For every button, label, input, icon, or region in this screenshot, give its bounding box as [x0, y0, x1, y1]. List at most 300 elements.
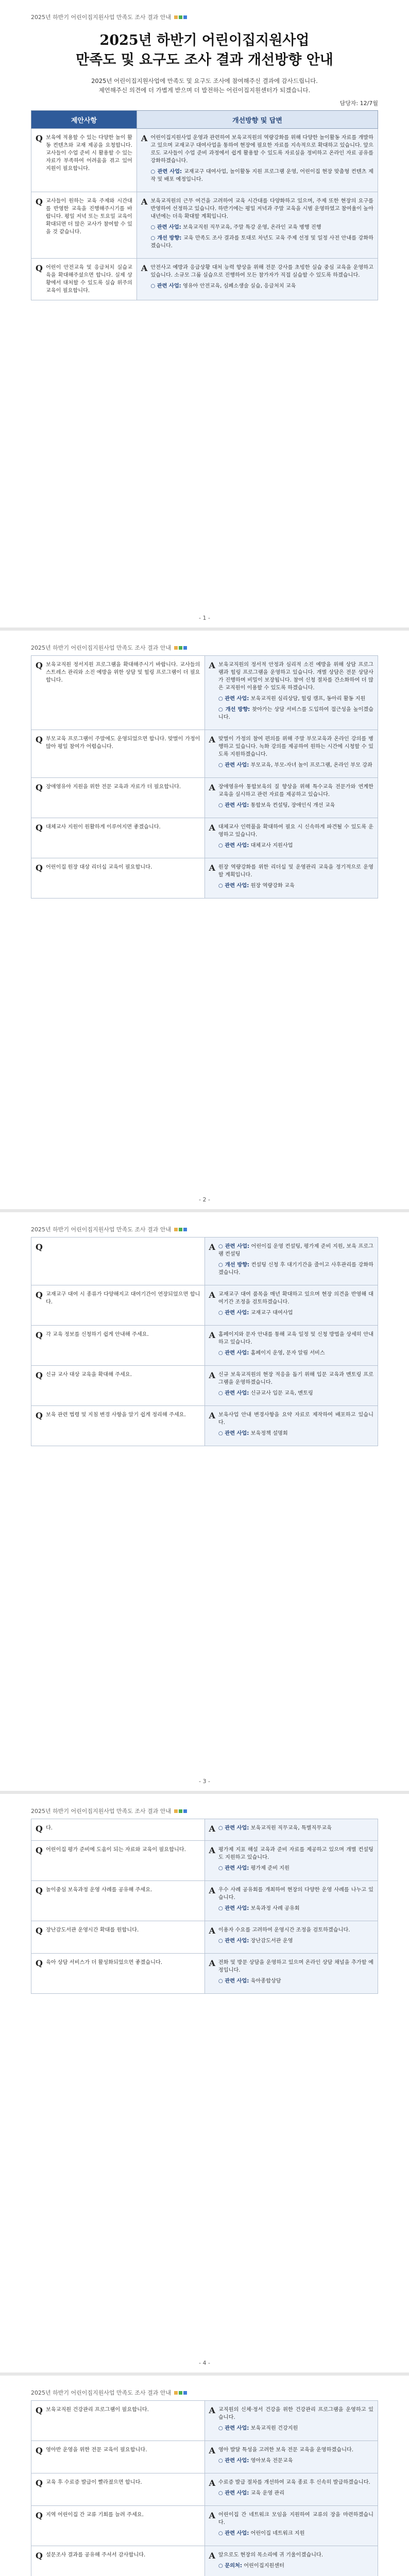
question-text: 교사들이 원하는 교육 주제와 시간대를 반영한 교육을 진행해주시기를 바랍니다. 평일 저녁 또는 토요일 교육이 확대되면 더 많은 교사가 참여할 수 있을 것 같습니다.: [45, 198, 132, 235]
answer-point-lead: ○ 관련 사업:: [218, 696, 249, 702]
answer-point: [218, 761, 373, 769]
question-mark-label: Q: [36, 1330, 43, 1340]
color-dot-icon: [183, 646, 187, 650]
answer-body: [150, 264, 373, 293]
answer-body: [150, 134, 373, 187]
question-cell: [31, 259, 137, 300]
table-row: [31, 818, 378, 858]
intro-text: [31, 76, 378, 95]
answer-mark-label: A: [209, 2478, 215, 2488]
question-text: 장애영유아 지원을 위한 전문 교육과 자료가 더 필요합니다.: [45, 784, 181, 790]
question-mark-label: Q: [36, 133, 43, 143]
answer-body: [218, 2446, 373, 2468]
answer-cell: [204, 1326, 378, 1366]
answer-wrap: [141, 264, 373, 293]
color-dot-icon: [179, 1809, 182, 1813]
question-cell: [31, 730, 205, 778]
answer-point-text: 찾아가는 상담 서비스를 도입하여 접근성을 높이겠습니다.: [218, 707, 373, 720]
running-header: [31, 643, 378, 652]
answer-body: [218, 783, 373, 812]
question-text: 교재교구 대여 시 종류가 다양해지고 대여기간이 연장되었으면 합니다.: [45, 1292, 200, 1305]
answer-body: [218, 1411, 373, 1440]
answer-body: [218, 2479, 373, 2500]
answer-point-text: 컨설팅 신청 후 대기기간을 줄이고 사후관리를 강화하겠습니다.: [218, 1262, 374, 1276]
qa-table: [31, 110, 378, 300]
answer-wrap: [141, 134, 373, 187]
table-row: [31, 656, 378, 730]
answer-intro: 대체교사 인력풀을 확대하여 필요 시 신속하게 파견될 수 있도록 운영하고 있습니다.: [218, 824, 373, 838]
question-mark-label: Q: [36, 1845, 43, 1855]
answer-intro: 교재교구 대여 품목을 매년 확대하고 있으며 현장 의견을 반영해 대여기간 조정을 검토하겠습니다.: [218, 1292, 373, 1305]
table-row: [31, 1406, 378, 1446]
question-wrap: [36, 197, 132, 236]
page: [0, 631, 409, 1212]
question-cell: [31, 1285, 205, 1326]
question-wrap: [36, 1371, 200, 1380]
answer-mark-label: A: [209, 1845, 215, 1855]
answer-point-text: 장난감도서관 운영: [250, 1938, 293, 1944]
question-cell: [31, 2441, 205, 2473]
answer-mark-label: A: [209, 2511, 215, 2520]
question-wrap: [36, 2551, 200, 2561]
answer-cell: [137, 192, 378, 259]
table-row: [31, 1954, 378, 1994]
table-row: [31, 1238, 378, 1285]
answer-body: [218, 1331, 373, 1360]
answer-point: [218, 1389, 373, 1397]
color-dot-icon: [179, 646, 182, 650]
answer-mark-label: A: [209, 1958, 215, 1968]
answer-point-text: 교육 운영 관리: [250, 2490, 285, 2496]
answer-mark-label: A: [209, 1411, 215, 1420]
question-text: 설문조사 결과를 공유해 주셔서 감사합니다.: [45, 2552, 146, 2558]
answer-body: [218, 2551, 373, 2573]
answer-wrap: [209, 1824, 374, 1835]
question-mark-label: Q: [36, 2511, 43, 2520]
question-wrap: [36, 1959, 200, 1968]
answer-mark-label: A: [141, 263, 148, 273]
answer-wrap: [209, 661, 374, 724]
answer-intro: 원장 역량강화를 위한 리더십 및 운영관리 교육을 정기적으로 운영할 계획입니다.: [218, 865, 373, 878]
answer-mark-label: A: [209, 1370, 215, 1380]
running-header-text: 2025년 하반기 어린이집지원사업 만족도 조사 결과 안내: [31, 645, 172, 651]
answer-intro: 앞으로도 현장의 목소리에 귀 기울이겠습니다.: [218, 2552, 323, 2558]
question-wrap: [36, 2479, 200, 2488]
question-wrap: [36, 2511, 200, 2520]
answer-cell: [204, 1819, 378, 1841]
answer-point: [218, 2530, 373, 2537]
color-dot-icon: [179, 1228, 182, 1231]
answer-point-text: 보육교직원 건강지원: [250, 2426, 298, 2431]
table-row: [31, 2546, 378, 2576]
answer-point-text: 부모교육, 부모-자녀 놀이 프로그램, 온라인 부모 강좌: [250, 762, 372, 768]
page-number: - 2 -: [199, 1196, 210, 1203]
answer-body: [218, 2406, 373, 2435]
answer-mark-label: A: [209, 823, 215, 833]
color-dot-icon: [174, 15, 178, 19]
answer-point: [218, 706, 373, 721]
answer-point-text: 보육과정 사례 공유회: [250, 1906, 300, 1911]
question-wrap: [36, 1331, 200, 1340]
title-line: 2025년 하반기 어린이집지원사업: [99, 32, 310, 48]
answer-cell: [204, 1881, 378, 1921]
answer-point-text: 통합보육 컨설팅, 장애인식 개선 교육: [250, 803, 335, 808]
answer-cell: [204, 1285, 378, 1326]
qa-table: [31, 1237, 378, 1446]
header-color-dots: [174, 2391, 187, 2395]
answer-point: [150, 168, 373, 183]
question-mark-label: Q: [36, 2446, 43, 2455]
answer-intro: 장애영유아 통합보육의 질 향상을 위해 특수교육 전문가와 연계한 교육을 실시하고 관련 자료를 제공하고 있습니다.: [218, 784, 373, 798]
answer-point: [218, 2425, 373, 2432]
answer-cell: [204, 778, 378, 818]
header-color-dots: [174, 15, 187, 19]
question-wrap: [36, 2446, 200, 2455]
answer-point: [218, 2562, 373, 2570]
question-cell: [31, 1366, 205, 1406]
question-text: 다.: [45, 1825, 53, 1831]
qa-table-body: [31, 129, 378, 300]
answer-point-lead: ○ 관련 사업:: [218, 1391, 249, 1396]
page-number: - 3 -: [199, 1778, 210, 1785]
answer-point-lead: ○ 관련 사업:: [150, 283, 181, 289]
answer-wrap: [209, 735, 374, 772]
page: [0, 1794, 409, 2376]
answer-point-lead: ○ 개선 방향:: [218, 707, 250, 713]
table-row: [31, 1841, 378, 1881]
answer-mark-label: A: [209, 2551, 215, 2561]
answer-point-lead: ○ 관련 사업:: [218, 2458, 249, 2464]
answer-cell: [137, 259, 378, 300]
answer-intro: 안전사고 예방과 응급상황 대처 능력 향상을 위해 전문 강사를 초빙한 실습 중심 교육을 운영하고 있습니다. 소규모 그룹 실습으로 진행하여 모든 참가자가 직접 실습할 수 있도록 하겠습니다.: [150, 265, 373, 278]
answer-cell: [204, 2546, 378, 2576]
qa-table-body: [31, 656, 378, 899]
question-mark-label: Q: [36, 1958, 43, 1968]
answer-mark-label: A: [209, 660, 215, 670]
question-cell: [31, 1881, 205, 1921]
color-dot-icon: [183, 1228, 187, 1231]
qa-table: [31, 655, 378, 899]
answer-wrap: [209, 1846, 374, 1875]
qa-table-body: [31, 1819, 378, 1994]
answer-point-text: 육아종합상담: [250, 1978, 281, 1984]
running-header-text: 2025년 하반기 어린이집지원사업 만족도 조사 결과 안내: [31, 2389, 172, 2396]
question-mark-label: Q: [36, 2405, 43, 2415]
answer-body: [218, 1243, 373, 1280]
header-color-dots: [174, 646, 187, 650]
question-cell: [31, 2506, 205, 2546]
answer-wrap: [209, 2551, 374, 2573]
answer-point: [218, 695, 373, 703]
answer-wrap: [209, 2446, 374, 2468]
answer-point-lead: ○ 관련 사업:: [218, 2531, 249, 2536]
question-mark-label: Q: [36, 1926, 43, 1936]
answer-intro: 어린이집 간 네트워크 모임을 지원하여 교류의 장을 마련하겠습니다.: [218, 2512, 373, 2526]
question-text: 교육 후 수료증 발급이 빨라졌으면 합니다.: [45, 2480, 142, 2485]
answer-point-lead: ○ 관련 사업:: [218, 1310, 249, 1316]
answer-cell: [204, 858, 378, 899]
color-dot-icon: [174, 1809, 178, 1813]
answer-point-lead: ○ 관련 사업:: [218, 1978, 249, 1984]
color-dot-icon: [183, 15, 187, 19]
answer-point-lead: ○ 개선 방향:: [150, 235, 182, 241]
answer-column-header: 개선방향 및 답변: [137, 111, 378, 129]
table-row: [31, 1819, 378, 1841]
question-cell: [31, 1238, 205, 1285]
answer-body: [218, 1959, 373, 1988]
answer-wrap: [209, 2511, 374, 2540]
answer-wrap: [209, 2479, 374, 2500]
answer-wrap: [209, 1243, 374, 1280]
answer-mark-label: A: [209, 1330, 215, 1340]
color-dot-icon: [174, 646, 178, 650]
page: [0, 2376, 409, 2576]
answer-intro: 보육교직원의 정서적 안정과 심리적 소진 예방을 위해 상담 프로그램과 힐링 프로그램을 운영하고 있습니다. 개별 상담은 전문 상담사가 진행하며 비밀이 보장됩니다. 참여 신청 절차를 간소화하여 더 많은 교직원이 이용할 수 있도록 하겠습니다.: [218, 662, 373, 691]
answer-wrap: [209, 823, 374, 853]
answer-point-lead: ○ 관련 사업:: [218, 803, 249, 808]
question-mark-label: Q: [36, 1242, 43, 1252]
question-mark-label: Q: [36, 660, 43, 670]
answer-point-lead: ○ 관련 사업:: [218, 883, 249, 889]
answer-point: [218, 882, 373, 890]
answer-point-text: 보육교직원 직무교육, 특별직무교육: [250, 1825, 332, 1831]
answer-wrap: [209, 1371, 374, 1400]
answer-mark-label: A: [209, 735, 215, 744]
answer-point-lead: ○ 관련 사업:: [218, 1866, 249, 1871]
answer-point-lead: ○ 관련 사업:: [218, 1431, 249, 1436]
question-mark-label: Q: [36, 197, 43, 207]
intro-line: 2025년 어린이집지원사업에 만족도 및 요구도 조사에 참여해주신 결과에 감사드립니다.: [91, 77, 318, 84]
question-text: 육아 상담 서비스가 더 활성화되었으면 좋겠습니다.: [45, 1960, 163, 1965]
question-wrap: [36, 1824, 200, 1834]
answer-body: [218, 1846, 373, 1875]
answer-point: [218, 1905, 373, 1912]
answer-intro: 보육사업 안내 변경사항을 요약 자료로 제작하여 배포하고 있습니다.: [218, 1412, 373, 1426]
question-text: 어린이집 원장 대상 리더십 교육이 필요합니다.: [45, 865, 152, 870]
qa-table-header: [31, 111, 378, 129]
answer-point-text: 보육교직원 직무교육, 주말 특강 운영, 온라인 교육 병행 진행: [182, 225, 321, 230]
answer-body: [218, 735, 373, 772]
color-dot-icon: [183, 2391, 187, 2395]
answer-wrap: [141, 197, 373, 253]
header-row: [31, 111, 378, 129]
answer-point: [150, 282, 373, 290]
answer-cell: [204, 2441, 378, 2473]
answer-intro: 이용자 수요를 고려하여 운영시간 조정을 검토하겠습니다.: [218, 1927, 350, 1933]
answer-intro: 신규 보육교직원의 현장 적응을 돕기 위해 입문 교육과 멘토링 프로그램을 운영하겠습니다.: [218, 1372, 373, 1385]
qa-table-body: [31, 1238, 378, 1446]
table-row: [31, 1285, 378, 1326]
question-text: 어린이집 평가 준비에 도움이 되는 자료와 교육이 필요합니다.: [45, 1847, 186, 1853]
answer-cell: [204, 1954, 378, 1994]
answer-cell: [204, 1366, 378, 1406]
answer-mark-label: A: [209, 2446, 215, 2455]
answer-wrap: [209, 1926, 374, 1948]
question-cell: [31, 129, 137, 192]
question-mark-label: Q: [36, 1824, 43, 1834]
question-text: 보육교직원 정서지원 프로그램을 확대해주시기 바랍니다. 교사들의 스트레스 관리와 소진 예방을 위한 상담 및 힐링 프로그램이 더 필요합니다.: [45, 662, 200, 683]
question-wrap: [36, 1291, 200, 1306]
question-cell: [31, 1841, 205, 1881]
question-mark-label: Q: [36, 1290, 43, 1300]
question-text: 지역 어린이집 간 교류 기회를 늘려 주세요.: [45, 2512, 144, 2518]
answer-wrap: [209, 1959, 374, 1988]
answer-cell: [204, 2473, 378, 2506]
answer-body: [218, 1824, 373, 1835]
answer-point: [218, 1309, 373, 1317]
header-color-dots: [174, 1228, 187, 1231]
answer-point: [218, 1430, 373, 1437]
question-wrap: [36, 783, 200, 792]
question-cell: [31, 778, 205, 818]
answer-point-lead: ○ 관련 사업:: [218, 762, 249, 768]
color-dot-icon: [183, 1809, 187, 1813]
answer-intro: 평가제 지표 해설 교육과 준비 자료를 제공하고 있으며 개별 컨설팅도 지원하고 있습니다.: [218, 1847, 373, 1860]
answer-point: [218, 1349, 373, 1357]
answer-point-text: 보육정책 설명회: [250, 1431, 288, 1436]
question-text: 대체교사 지원이 원활하게 이루어지면 좋겠습니다.: [45, 824, 161, 830]
table-row: [31, 2441, 378, 2473]
answer-cell: [204, 818, 378, 858]
answer-point: [150, 234, 373, 250]
color-dot-icon: [179, 2391, 182, 2395]
answer-body: [218, 1886, 373, 1916]
question-wrap: [36, 1846, 200, 1855]
answer-cell: [204, 656, 378, 730]
answer-body: [218, 661, 373, 724]
answer-point: [218, 1243, 373, 1258]
question-mark-label: Q: [36, 2551, 43, 2561]
answer-point-text: 어린이집지원센터: [244, 2563, 284, 2569]
answer-cell: [204, 2506, 378, 2546]
question-cell: [31, 1819, 205, 1841]
answer-point-text: 신규교사 입문 교육, 멘토링: [250, 1391, 313, 1396]
answer-point-lead: ○ 문의처:: [218, 2563, 242, 2569]
running-header: [31, 1225, 378, 1234]
answer-wrap: [209, 2406, 374, 2435]
answer-mark-label: A: [141, 197, 148, 207]
running-header-text: 2025년 하반기 어린이집지원사업 만족도 조사 결과 안내: [31, 1808, 172, 1815]
answer-mark-label: A: [141, 133, 148, 143]
intro-line: 제언해주신 의견에 더 가볍게 받으며 더 발전하는 어린이집지원센터가 되겠습니다.: [98, 87, 311, 94]
running-header: [31, 12, 378, 22]
answer-mark-label: A: [209, 2405, 215, 2415]
running-header-text: 2025년 하반기 어린이집지원사업 만족도 조사 결과 안내: [31, 14, 172, 21]
question-text: 보육 관련 법령 및 지침 변경 사항을 알기 쉽게 정리해 주세요.: [45, 1412, 186, 1418]
answer-point: [218, 1261, 373, 1277]
question-mark-label: Q: [36, 863, 43, 873]
answer-body: [218, 823, 373, 853]
question-mark-label: Q: [36, 1411, 43, 1420]
table-row: [31, 2506, 378, 2546]
answer-cell: [204, 2401, 378, 2441]
running-header: [31, 2388, 378, 2397]
answer-point-lead: ○ 관련 사업:: [218, 843, 249, 849]
color-dot-icon: [179, 15, 182, 19]
color-dot-icon: [174, 1228, 178, 1231]
answer-cell: [137, 129, 378, 192]
answer-point-text: 평가제 준비 지원: [250, 1866, 289, 1871]
answer-point-text: 보육교직원 심리상담, 힐링 캠프, 동아리 활동 지원: [250, 696, 366, 702]
qa-table-body: [31, 2401, 378, 2576]
question-wrap: [36, 1926, 200, 1936]
answer-intro: 어린이집지원사업 운영과 관련하여 보육교직원의 역량강화를 위해 다양한 놀이활동 자료를 개발하고 있으며 교재교구 대여사업을 통하여 현장에 필요한 자료를 지속적으로 확대하고 있습니다. 앞으로도 교사들이 수업 준비 과정에서 쉽게 활용할 수 있도록 자료실을 정비하고 온라인 자료 공유를 강화하겠습니다.: [150, 135, 373, 164]
question-cell: [31, 2546, 205, 2576]
question-wrap: [36, 863, 200, 873]
question-cell: [31, 192, 137, 259]
table-row: [31, 1921, 378, 1954]
answer-point-text: 교재교구 대여사업, 놀이활동 지원 프로그램 운영, 어린이집 현장 맞춤형 컨텐츠 제작 및 배포 예정입니다.: [150, 169, 373, 182]
answer-point-text: 원장 역량강화 교육: [250, 883, 295, 889]
answer-mark-label: A: [209, 863, 215, 873]
question-text: 장난감도서관 운영시간 확대를 원합니다.: [45, 1927, 139, 1933]
table-row: [31, 259, 378, 300]
question-cell: [31, 656, 205, 730]
page: [0, 0, 409, 631]
answer-point-text: 대체교사 지원사업: [250, 843, 293, 849]
question-text: 놀이중심 보육과정 운영 사례를 공유해 주세요.: [45, 1887, 152, 1893]
answer-body: [218, 1291, 373, 1320]
answer-point: [218, 2489, 373, 2497]
table-row: [31, 1881, 378, 1921]
answer-point-lead: ○ 관련 사업:: [218, 1244, 250, 1249]
question-text: 어린이 안전교육 및 응급처치 실습교육을 확대해주셨으면 합니다. 실제 상황에서 대처할 수 있도록 실습 위주의 교육이 필요합니다.: [45, 265, 132, 294]
running-header-text: 2025년 하반기 어린이집지원사업 만족도 조사 결과 안내: [31, 1226, 172, 1233]
question-text: 각 교육 정보를 신청하기 쉽게 안내해 주세요.: [45, 1332, 149, 1337]
answer-intro: 교직원의 신체·정서 건강을 위한 건강관리 프로그램을 운영하고 있습니다.: [218, 2407, 373, 2420]
answer-body: [150, 197, 373, 253]
answer-point-text: 어린이집 운영 컨설팅, 평가제 준비 지원, 보육 프로그램 컨설팅: [218, 1244, 374, 1257]
question-wrap: [36, 735, 200, 751]
answer-wrap: [209, 1886, 374, 1916]
answer-body: [218, 1371, 373, 1400]
answer-cell: [204, 1238, 378, 1285]
question-cell: [31, 2473, 205, 2506]
table-row: [31, 1326, 378, 1366]
qa-table: [31, 2400, 378, 2576]
answer-cell: [204, 1921, 378, 1954]
answer-intro: 수료증 발급 절차를 개선하여 교육 종료 후 신속히 발급하겠습니다.: [218, 2480, 370, 2485]
title-line: 만족도 및 요구도 조사 결과 개선방향 안내: [76, 52, 333, 68]
page-number: - 1 -: [199, 615, 210, 621]
question-text: 신규 교사 대상 교육을 확대해 주세요.: [45, 1372, 132, 1378]
question-wrap: [36, 823, 200, 833]
question-mark-label: Q: [36, 823, 43, 833]
question-mark-label: Q: [36, 2478, 43, 2488]
answer-wrap: [209, 863, 374, 893]
answer-mark-label: A: [209, 1242, 215, 1252]
answer-point-text: 영유아 안전교육, 심폐소생술 실습, 응급처치 교육: [182, 283, 296, 289]
answer-mark-label: A: [209, 1290, 215, 1300]
answer-intro: 홈페이지와 문자 안내를 통해 교육 일정 및 신청 방법을 상세히 안내하고 있습니다.: [218, 1332, 373, 1345]
table-row: [31, 2401, 378, 2441]
answer-point-lead: ○ 관련 사업:: [218, 1938, 249, 1944]
answer-wrap: [209, 783, 374, 812]
question-mark-label: Q: [36, 735, 43, 744]
question-text: 보육교직원 건강관리 프로그램이 필요합니다.: [45, 2407, 149, 2413]
question-cell: [31, 2401, 205, 2441]
question-text: 보육에 적용할 수 있는 다양한 놀이 활동 컨텐츠와 교재 제공을 요청합니다. 교사들이 수업 준비 시 활용할 수 있는 자료가 부족하여 어려움을 겪고 있어 지원이 필요합니다.: [45, 135, 132, 172]
answer-wrap: [209, 1291, 374, 1320]
color-dot-icon: [174, 2391, 178, 2395]
question-mark-label: Q: [36, 1886, 43, 1895]
header-color-dots: [174, 1809, 187, 1813]
question-column-header: 제안사항: [31, 111, 137, 129]
answer-wrap: [209, 1411, 374, 1440]
qa-table: [31, 1819, 378, 1994]
running-header: [31, 1806, 378, 1816]
answer-point-text: 어린이집 네트워크 지원: [250, 2531, 305, 2536]
